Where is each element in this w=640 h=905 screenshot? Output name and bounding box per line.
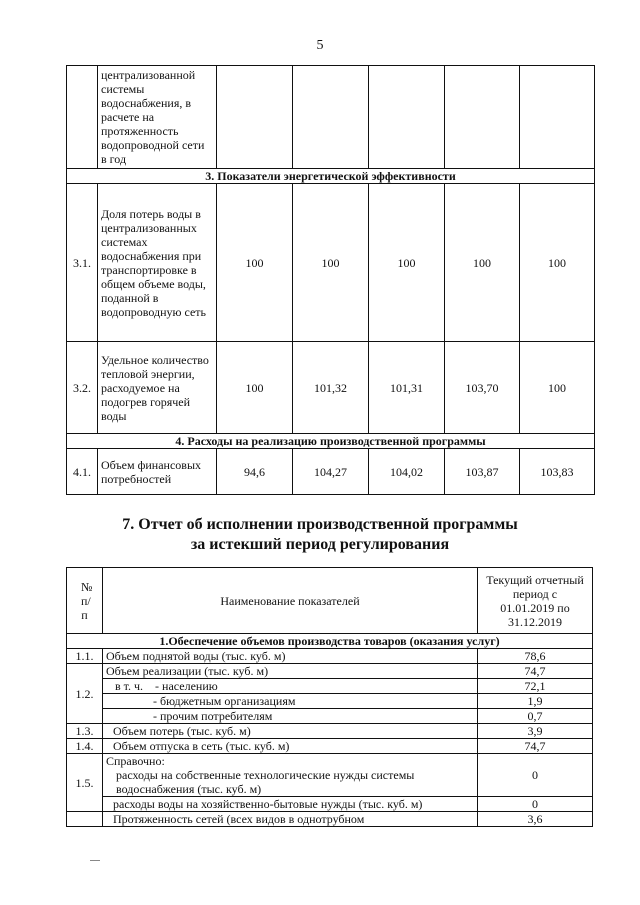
value-cell: 103,70	[445, 342, 520, 434]
report-heading	[0, 515, 640, 555]
table-row	[67, 649, 593, 664]
row-number: 3.1.	[67, 184, 98, 342]
value-cell: 104,02	[369, 449, 445, 495]
row-number: 1.4.	[67, 739, 103, 754]
table-row	[67, 664, 593, 679]
table-row	[67, 812, 593, 827]
heading-line: 7. Отчет об исполнении производственной программы	[122, 516, 518, 533]
indicator-name: расходы воды на хозяйственно-бытовые нужды (тыс. куб. м)	[103, 797, 478, 812]
table-row	[67, 754, 593, 797]
table-row	[67, 184, 595, 342]
value-cell: 103,87	[445, 449, 520, 495]
indicator-name: Объем финансовых потребностей	[98, 449, 217, 495]
indicator-name: Протяженность сетей (всех видов в однотрубном	[103, 812, 478, 827]
value-cell: 74,7	[478, 739, 593, 754]
section-row	[67, 634, 593, 649]
value-cell: 3,6	[478, 812, 593, 827]
section-row	[67, 434, 595, 449]
value-cell: 100	[217, 342, 293, 434]
section-title: 1.Обеспечение объемов производства товаров (оказания услуг)	[67, 634, 593, 649]
indicator-name: Удельное количество тепловой энергии, расходуемое на подогрев горячей воды	[98, 342, 217, 434]
column-header-period: Текущий отчетный период с 01.01.2019 по 31.12.2019	[478, 568, 593, 634]
indicator-name: Объем отпуска в сеть (тыс. куб. м)	[103, 739, 478, 754]
table-row	[67, 342, 595, 434]
report-table	[66, 567, 593, 827]
indicator-name: Объем потерь (тыс. куб. м)	[103, 724, 478, 739]
table-row	[67, 679, 593, 694]
row-number: 1.3.	[67, 724, 103, 739]
value-cell: 104,27	[293, 449, 369, 495]
section-title: 4. Расходы на реализацию производственной программы	[67, 434, 595, 449]
value-cell: 78,6	[478, 649, 593, 664]
scan-mark	[90, 860, 100, 861]
reference-text: расходы на собственные технологические нужды системы водоснабжения (тыс. куб. м)	[116, 768, 415, 796]
row-number: 4.1.	[67, 449, 98, 495]
value-cell: 100	[293, 184, 369, 342]
section-title: 3. Показатели энергетической эффективности	[67, 169, 595, 184]
table-row	[67, 797, 593, 812]
value-cell: 100	[445, 184, 520, 342]
indicator-name: в т. ч. - населению	[103, 679, 478, 694]
row-number: 3.2.	[67, 342, 98, 434]
heading-line: за истекший период регулирования	[190, 536, 450, 553]
section-row	[67, 169, 595, 184]
table-row	[67, 739, 593, 754]
row-number: 1.1.	[67, 649, 103, 664]
column-header-name: Наименование показателей	[103, 568, 478, 634]
value-cell: 103,83	[520, 449, 595, 495]
header-row	[67, 568, 593, 634]
indicators-table	[66, 65, 595, 495]
table-row	[67, 449, 595, 495]
value-cell: 0,7	[478, 709, 593, 724]
value-cell: 100	[520, 342, 595, 434]
value-cell: 100	[520, 184, 595, 342]
value-cell: 0	[478, 797, 593, 812]
value-cell: 101,32	[293, 342, 369, 434]
indicator-name	[103, 754, 478, 797]
value-cell: 1,9	[478, 694, 593, 709]
row-number: 1.2.	[67, 664, 103, 724]
indicator-name: централизованной системы водоснабжения, в расчете на протяженность водопроводной сети в год	[98, 66, 217, 169]
indicator-name: Объем реализации (тыс. куб. м)	[103, 664, 478, 679]
page-number: 5	[316, 38, 324, 53]
row-number: 1.5.	[67, 754, 103, 812]
indicator-name: Доля потерь воды в централизованных системах водоснабжения при транспортировке в общем объеме воды, поданной в водопроводную сеть	[98, 184, 217, 342]
indicator-name: - бюджетным организациям	[103, 694, 478, 709]
value-cell: 74,7	[478, 664, 593, 679]
value-cell: 3,9	[478, 724, 593, 739]
value-cell: 101,31	[369, 342, 445, 434]
table-row	[67, 724, 593, 739]
table-row	[67, 66, 595, 169]
value-cell: 72,1	[478, 679, 593, 694]
indicator-name: - прочим потребителям	[103, 709, 478, 724]
table-row	[67, 694, 593, 709]
indicator-name: Объем поднятой воды (тыс. куб. м)	[103, 649, 478, 664]
table-row	[67, 709, 593, 724]
column-header-number: № п/п	[67, 568, 103, 634]
value-cell: 94,6	[217, 449, 293, 495]
value-cell: 0	[478, 754, 593, 797]
value-cell: 100	[217, 184, 293, 342]
value-cell: 100	[369, 184, 445, 342]
reference-label: Справочно:	[106, 754, 165, 768]
